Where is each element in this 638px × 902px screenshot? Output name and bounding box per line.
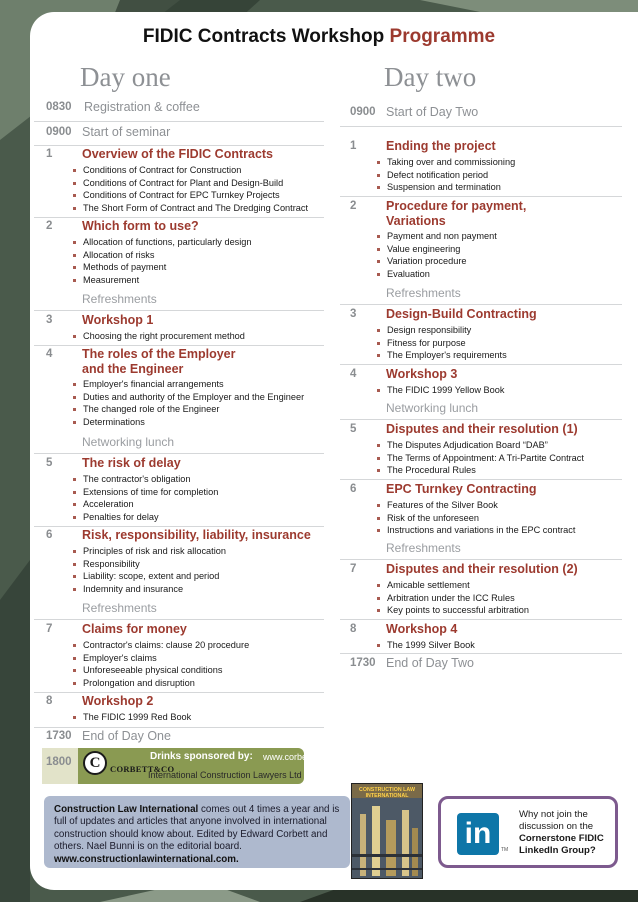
session-number: 6 (46, 529, 53, 541)
bullet-item: Value engineering (376, 243, 497, 256)
session-title-line2: Variations (386, 214, 446, 228)
bullet-item: The contractor's obligation (72, 473, 218, 486)
magazine-cover-image (351, 783, 423, 879)
session-number: 3 (46, 314, 53, 326)
registration-label: Registration & coffee (84, 100, 200, 114)
session-number: 6 (350, 483, 357, 495)
session-title: Disputes and their resolution (2) (386, 562, 578, 576)
bullet-item: The Employer's requirements (376, 349, 507, 362)
bullet-item: Measurement (72, 274, 252, 287)
bullet-item: The Disputes Adjudication Board “DAB” (376, 439, 584, 452)
title-main: FIDIC Contracts Workshop (142, 26, 385, 47)
session-title: Which form to use? (82, 219, 199, 233)
divider (340, 364, 622, 365)
bullet-item: The FIDIC 1999 Red Book (72, 711, 191, 724)
bullet-item: Determinations (72, 416, 304, 429)
session-bullets (376, 499, 575, 537)
session-bullets (72, 711, 191, 724)
session-number: 8 (350, 623, 357, 635)
promo-brand: Construction Law International (54, 804, 199, 815)
session-bullets (376, 579, 529, 617)
bullet-item: Prolongation and disruption (72, 677, 249, 690)
bullet-item: The Procedural Rules (376, 464, 584, 477)
bullet-item: Allocation of functions, particularly design (72, 236, 252, 249)
bullet-item: Liability: scope, extent and period (72, 570, 226, 583)
bullet-item: Variation procedure (376, 255, 497, 268)
break-lunch: Networking lunch (82, 435, 175, 449)
session-title: Workshop 3 (386, 367, 458, 381)
bullet-item: The Terms of Appointment: A Tri-Partite Contract (376, 452, 584, 465)
bullet-item: The FIDIC 1999 Yellow Book (376, 384, 504, 397)
bullet-item: Conditions of Contract for EPC Turnkey Projects (72, 189, 308, 202)
session-title: EPC Turnkey Contracting (386, 482, 537, 496)
end-time: 1730 (350, 657, 376, 669)
session-title: Overview of the FIDIC Contracts (82, 147, 274, 161)
linkedin-group-link[interactable]: Cornerstone FIDIC LinkedIn Group? (519, 833, 604, 856)
session-title-line2: and the Engineer (82, 362, 184, 376)
bullet-item: Arbitration under the ICC Rules (376, 592, 529, 605)
linkedin-box[interactable] (438, 796, 618, 868)
bullet-item: Responsibility (72, 558, 226, 571)
bullet-item: Instructions and variations in the EPC contract (376, 524, 575, 537)
session-number: 3 (350, 308, 357, 320)
session-bullets (376, 639, 475, 652)
divider (34, 217, 324, 218)
sponsor-full-name: International Construction Lawyers Ltd (148, 770, 302, 780)
divider (340, 619, 622, 620)
registration-time: 0830 (46, 101, 72, 113)
session-title: The risk of delay (82, 456, 181, 470)
bullet-item: Risk of the unforeseen (376, 512, 575, 525)
session-bullets (72, 378, 304, 428)
linkedin-icon[interactable]: in (457, 813, 499, 855)
page-title (0, 26, 638, 48)
session-title: Ending the project (386, 139, 496, 153)
corbett-logo: C (83, 751, 107, 775)
divider (34, 692, 324, 693)
start-label: Start of seminar (82, 125, 171, 139)
divider (34, 453, 324, 454)
divider (34, 345, 324, 346)
bullet-item: Methods of payment (72, 261, 252, 274)
linkedin-line1: Why not join the discussion on the (519, 809, 594, 832)
bullet-item: The changed role of the Engineer (72, 403, 304, 416)
linkedin-text (519, 809, 614, 857)
end-time: 1730 (46, 730, 72, 742)
session-title: Claims for money (82, 622, 187, 636)
bullet-item: Conditions of Contract for Construction (72, 164, 308, 177)
bullet-item: Key points to successful arbitration (376, 604, 529, 617)
session-bullets (72, 545, 226, 595)
session-number: 5 (46, 457, 53, 469)
bullet-item: Taking over and commissioning (376, 156, 515, 169)
divider (34, 145, 324, 146)
session-number: 7 (46, 623, 53, 635)
bullet-item: Amicable settlement (376, 579, 529, 592)
bullet-item: Suspension and termination (376, 181, 515, 194)
bullet-item: Fitness for purpose (376, 337, 507, 350)
break-refreshments: Refreshments (82, 292, 157, 306)
bullet-item: Unforeseeable physical conditions (72, 664, 249, 677)
cli-promo-box (44, 796, 350, 868)
bullet-item: The Short Form of Contract and The Dredging Contract (72, 202, 308, 215)
drinks-time: 1800 (46, 756, 72, 768)
session-title: Workshop 1 (82, 313, 154, 327)
bullet-item: Duties and authority of the Employer and the Engineer (72, 391, 304, 404)
session-title: The roles of the Employer (82, 347, 236, 361)
session-number: 1 (46, 148, 53, 160)
trademark-mark: TM (501, 847, 509, 853)
session-bullets (376, 156, 515, 194)
divider (34, 727, 324, 728)
session-bullets (72, 164, 308, 214)
promo-body: comes out 4 times a year and is full of updates and articles that anyone involved in international construction should know about. Edited by Edward Corbett and others. Nael Bunni is on the editorial board. (54, 804, 340, 853)
bullet-item: Employer's financial arrangements (72, 378, 304, 391)
session-bullets (72, 236, 252, 286)
bullet-item: Extensions of time for completion (72, 486, 218, 499)
divider (340, 304, 622, 305)
bullet-item: Indemnity and insurance (72, 583, 226, 596)
session-title: Design-Build Contracting (386, 307, 537, 321)
end-label: End of Day Two (386, 656, 475, 670)
session-number: 7 (350, 563, 357, 575)
bullet-item: Conditions of Contract for Plant and Design-Build (72, 177, 308, 190)
session-bullets (72, 330, 245, 343)
session-title: Workshop 2 (82, 694, 154, 708)
break-refreshments: Refreshments (82, 601, 157, 615)
divider (34, 121, 324, 122)
day-one-title: Day one (80, 62, 171, 92)
break-refreshments: Refreshments (386, 541, 461, 555)
session-title: Disputes and their resolution (1) (386, 422, 578, 436)
divider (340, 653, 622, 654)
session-title: Procedure for payment, (386, 199, 527, 213)
drinks-sponsor-banner (42, 748, 337, 784)
break-lunch: Networking lunch (386, 401, 479, 415)
session-number: 4 (46, 348, 53, 360)
session-bullets (376, 230, 497, 280)
day-two-title: Day two (384, 62, 477, 92)
session-number: 5 (350, 423, 357, 435)
break-refreshments: Refreshments (386, 286, 461, 300)
divider (340, 479, 622, 480)
bullet-item: Defect notification period (376, 169, 515, 182)
bullet-item: Payment and non payment (376, 230, 497, 243)
bullet-item: Allocation of risks (72, 249, 252, 262)
divider (34, 310, 324, 311)
divider (34, 619, 324, 620)
session-number: 2 (46, 220, 53, 232)
session-title: Risk, responsibility, liability, insurance (82, 528, 311, 542)
session-number: 1 (350, 140, 357, 152)
end-label: End of Day One (82, 729, 171, 743)
bullet-item: The 1999 Silver Book (376, 639, 475, 652)
bullet-item: Penalties for delay (72, 511, 218, 524)
session-bullets (376, 384, 504, 397)
start-time: 0900 (350, 106, 376, 118)
divider (340, 196, 622, 197)
sponsor-company: CORBETT&CO (110, 764, 175, 774)
sponsor-website-link[interactable]: www.corbett.co.uk (263, 752, 337, 762)
title-accent: Programme (389, 26, 496, 47)
session-bullets (72, 639, 249, 689)
session-bullets (72, 473, 218, 523)
bullet-item: Contractor's claims: clause 20 procedure (72, 639, 249, 652)
start-time: 0900 (46, 126, 72, 138)
promo-text (54, 804, 344, 866)
divider (340, 126, 622, 127)
divider (340, 419, 622, 420)
session-number: 8 (46, 695, 53, 707)
cover-masthead: CONSTRUCTION LAW INTERNATIONAL (359, 787, 415, 799)
divider (340, 559, 622, 560)
session-title: Workshop 4 (386, 622, 458, 636)
bullet-item: Evaluation (376, 268, 497, 281)
bullet-item: Choosing the right procurement method (72, 330, 245, 343)
start-label: Start of Day Two (386, 105, 479, 119)
session-number: 2 (350, 200, 357, 212)
divider (34, 526, 324, 527)
session-bullets (376, 439, 584, 477)
bullet-item: Acceleration (72, 498, 218, 511)
session-number: 4 (350, 368, 357, 380)
bullet-item: Employer's claims (72, 652, 249, 665)
bullet-item: Design responsibility (376, 324, 507, 337)
session-bullets (376, 324, 507, 362)
bullet-item: Features of the Silver Book (376, 499, 575, 512)
promo-url-link[interactable]: www.constructionlawinternational.com. (54, 853, 239, 865)
drinks-label: Drinks sponsored by: (150, 751, 253, 762)
bullet-item: Principles of risk and risk allocation (72, 545, 226, 558)
